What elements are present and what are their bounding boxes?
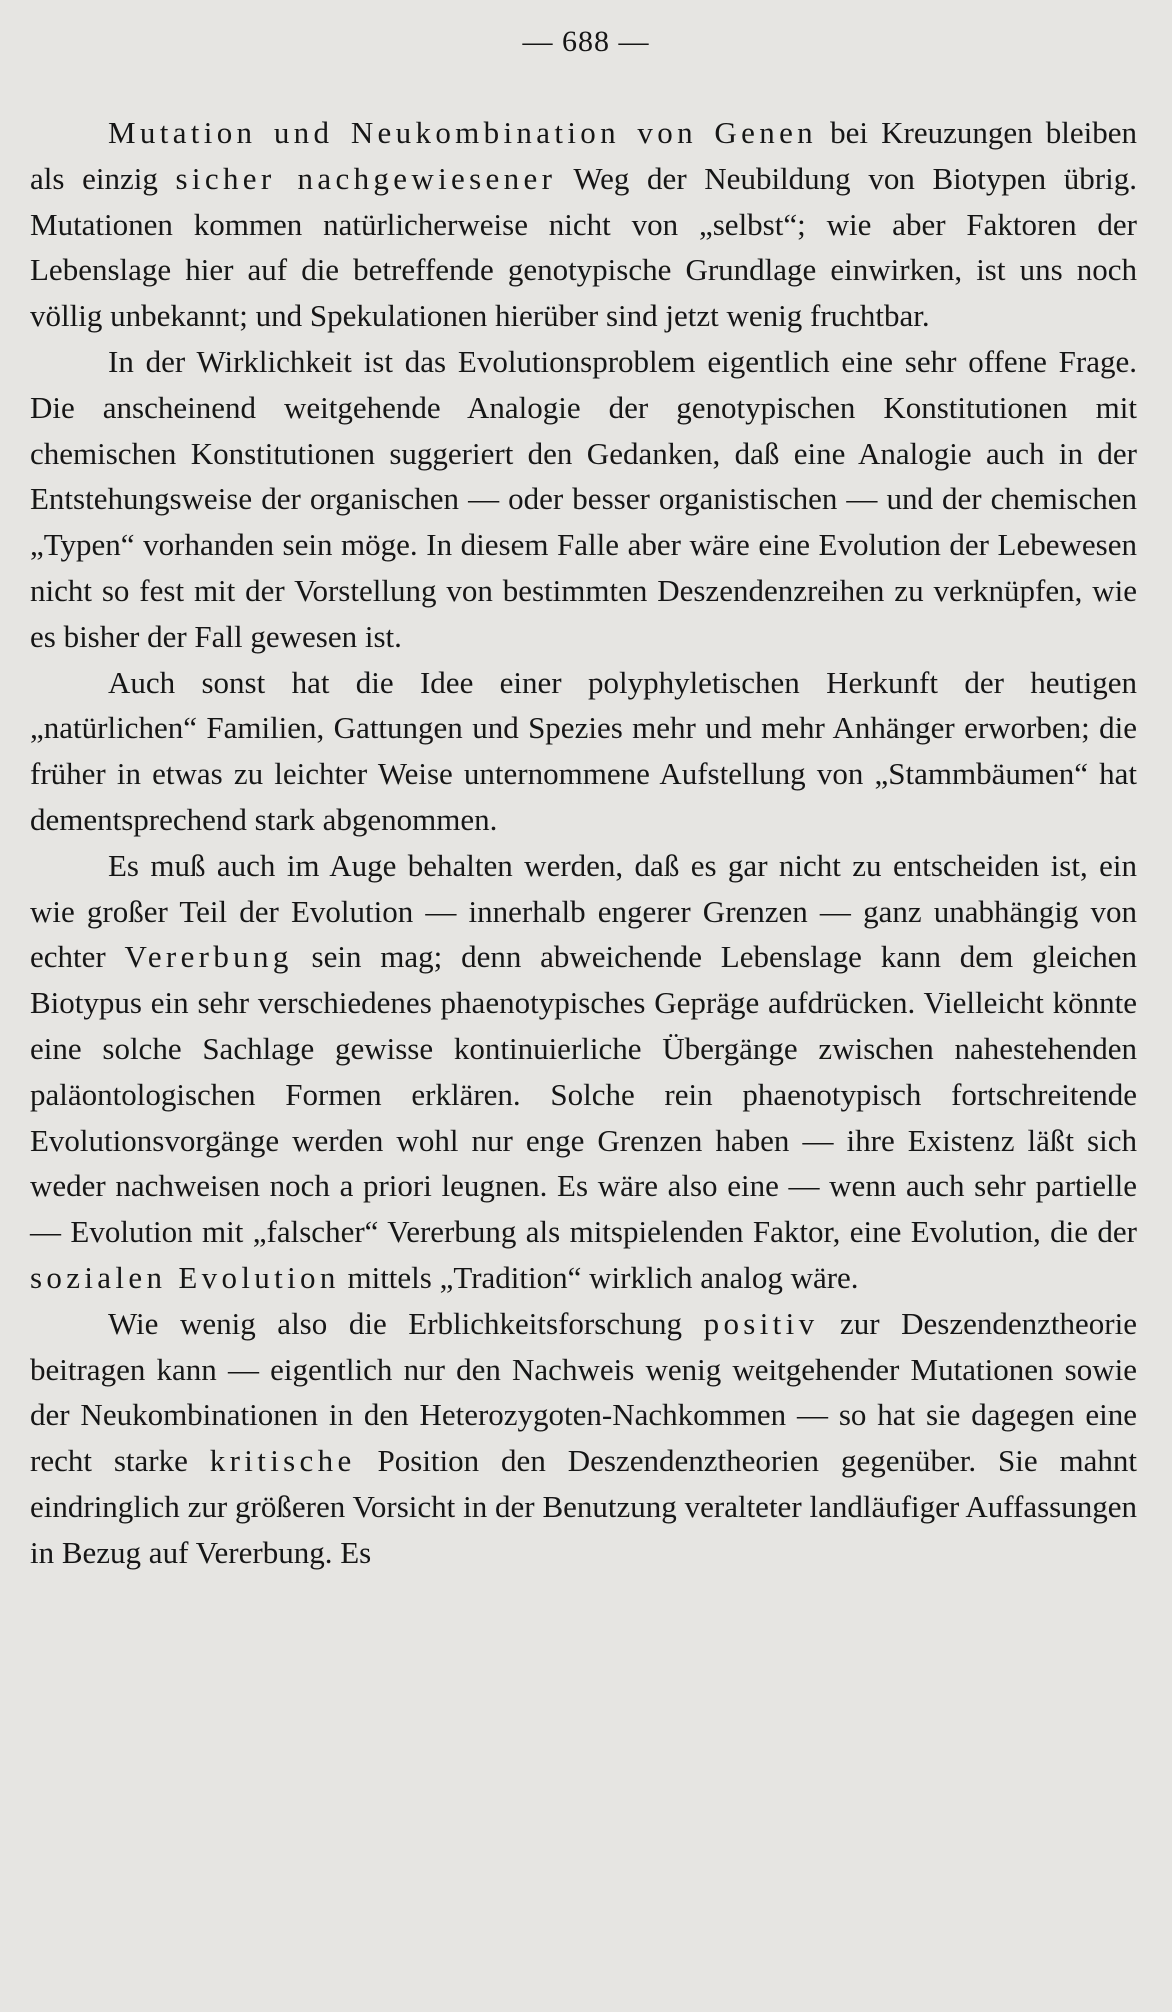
text-run: kritische bbox=[209, 1443, 356, 1479]
text-run: Position den Deszendenztheorien gegenüber. Sie mahnt eindringlich zur größeren Vorsicht in der Benutzung veralteter landläufiger Auffassungen in Bezug auf Vererbung. Es bbox=[30, 1443, 1137, 1570]
text-run: Wie wenig also die Erblichkeitsforschung bbox=[108, 1305, 704, 1341]
text-run: sicher nachgewiesener bbox=[175, 160, 557, 196]
text-run: sein mag; denn abweichende Lebenslage kann dem gleichen Biotypus ein sehr verschiedenes phaenotypisches Gepräge aufdrücken. Vielleicht könnte eine solche Sachlage gewisse kontinuierliche Übergänge zwischen nahestehenden paläontologischen Formen erklären. Solche rein phaenotypisch fortschreitende Evolutionsvorgänge werden wohl nur enge Grenzen haben — ihre Existenz läßt sich weder nachweisen noch a priori leugnen. Es wäre also eine — wenn auch sehr partielle — Evolution mit „falscher“ Vererbung als mitspielenden Faktor, eine Evolution, die der bbox=[30, 939, 1137, 1250]
text-run: positiv bbox=[703, 1305, 819, 1341]
text-run: In der Wirklichkeit ist das Evolutionsproblem eigentlich eine sehr offene Frage. Die anscheinend weitgehende Analogie der genotypischen Konstitutionen mit chemischen Konstitutionen suggeriert den Gedanken, daß eine Analogie auch in der Entstehungsweise der organischen — oder besser organistischen — und der chemischen „Typen“ vorhanden sein möge. In diesem Falle aber wäre eine Evolution der Lebewesen nicht so fest mit der Vorstellung von bestimmten Deszendenzreihen zu verknüpfen, wie es bisher der Fall gewesen ist. bbox=[30, 343, 1137, 654]
text-run: bei Kreuzungen bleiben als einzig bbox=[30, 115, 1137, 196]
paragraph-3 bbox=[30, 660, 1137, 843]
paragraph-5 bbox=[30, 1301, 1137, 1576]
page-number: — 688 — bbox=[522, 25, 650, 58]
text-run: sozialen Evolution bbox=[30, 1259, 340, 1295]
text-run: Mutation und Neukombination von Genen bbox=[108, 115, 818, 150]
text-run: Es muß auch im Auge behalten werden, daß es gar nicht zu entscheiden ist, ein wie großer Teil der Evolution — innerhalb engerer Grenzen — ganz unabhängig von echter bbox=[30, 847, 1137, 975]
paragraph-4 bbox=[30, 843, 1137, 1301]
paragraph-2 bbox=[30, 339, 1137, 660]
text-run: mittels „Tradition“ wirklich analog wäre. bbox=[339, 1259, 859, 1295]
text-run: Vererbung bbox=[124, 939, 293, 975]
body-text bbox=[30, 110, 1137, 1576]
text-run: zur Deszendenztheorie beitragen kann — eigentlich nur den Nachweis wenig weitgehender Mutationen sowie der Neukombinationen in den Heterozygoten-Nachkommen — so hat sie dagegen eine recht starke bbox=[30, 1305, 1137, 1479]
text-run: Weg der Neubildung von Biotypen übrig. Mutationen kommen natürlicherweise nicht von „selbst“; wie aber Faktoren der Lebenslage hier auf die betreffende genotypische Grundlage einwirken, ist uns noch völlig unbekannt; und Spekulationen hierüber sind jetzt wenig fruchtbar. bbox=[30, 160, 1137, 334]
paragraph-1 bbox=[30, 110, 1137, 339]
text-run: Auch sonst hat die Idee einer polyphyletischen Herkunft der heutigen „natürlichen“ Familien, Gattungen und Spezies mehr und mehr Anhänger erworben; die früher in etwas zu leichter Weise unternommene Aufstellung von „Stammbäumen“ hat dementsprechend stark abgenommen. bbox=[30, 664, 1137, 837]
